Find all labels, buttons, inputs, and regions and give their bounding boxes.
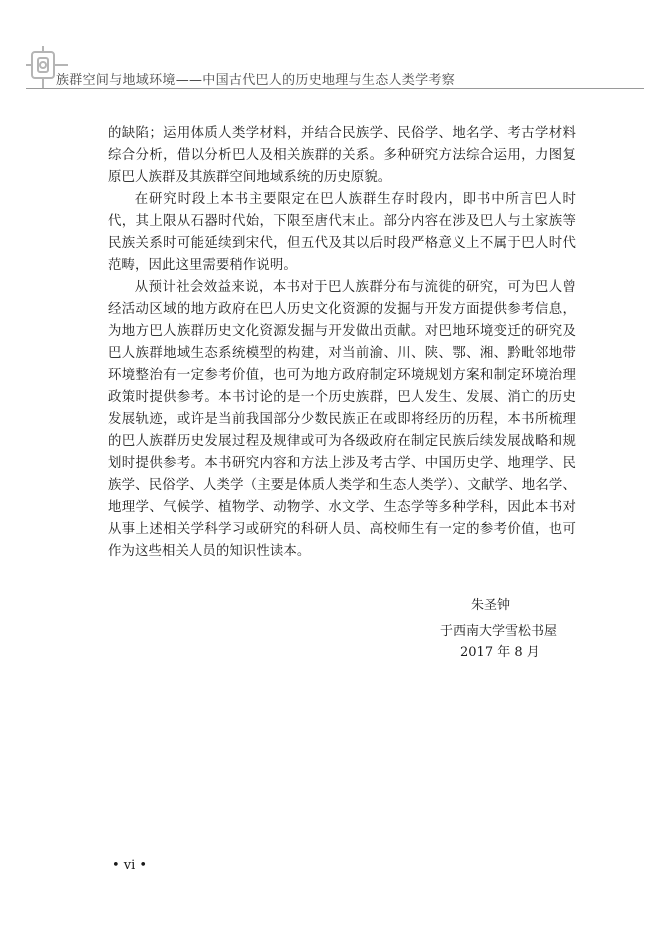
signature-date: 2017 年 8 月 — [460, 645, 540, 660]
author-name: 朱圣钟 — [471, 598, 511, 613]
body-text — [108, 123, 576, 563]
running-header-title: 族群空间与地域环境——中国古代巴人的历史地理与生态人类学考察 — [56, 73, 456, 88]
paragraph-continued: 的缺陷；运用体质人类学材料，并结合民族学、民俗学、地名学、考古学材料综合分析，借以分析巴人及相关族群的关系。多种研究方法综合运用，力图复原巴人族群及其族群空间地域系统的历史原貌。 — [108, 126, 576, 185]
paragraph-research-period: 在研究时段上本书主要限定在巴人族群生存时段内，即书中所言巴人时代，其上限从石器时代始，下限至唐代末止。部分内容在涉及巴人与土家族等民族关系时可能延续到宋代，但五代及其以后时段严格意义上不属于巴人时代范畴，因此这里需要稍作说明。 — [108, 192, 576, 273]
header-divider — [26, 88, 644, 89]
signature-place: 于西南大学雪松书屋 — [440, 624, 558, 639]
paragraph-social-benefit: 从预计社会效益来说，本书对于巴人族群分布与流徙的研究，可为巴人曾经活动区域的地方政府在巴人历史文化资源的发掘与开发方面提供参考信息，为地方巴人族群历史文化资源发掘与开发做出贡献。对巴地环境变迁的研究及巴人族群地域生态系统模型的构建，对当前渝、川、陕、鄂、湘、黔毗邻地带环境整治有一定参考价值，也可为地方政府制定环境规划方案和制定环境治理政策时提供参考。本书讨论的是一个历史族群，巴人发生、发展、消亡的历史发展轨迹，或许是当前我国部分少数民族正在或即将经历的历程，本书所梳理的巴人族群历史发展过程及规律或可为各级政府在制定民族后续发展战略和规划时提供参考。本书研究内容和方法上涉及考古学、中国历史学、地理学、民族学、民俗学、人类学（主要是体质人类学和生态人类学）、文献学、地名学、地理学、气候学、植物学、动物学、水文学、生态学等多种学科，因此本书对从事上述相关学科学习或研究的科研人员、高校师生有一定的参考价值，也可作为这些相关人员的知识性读本。 — [108, 280, 576, 559]
page-number: • vi • — [112, 858, 148, 873]
